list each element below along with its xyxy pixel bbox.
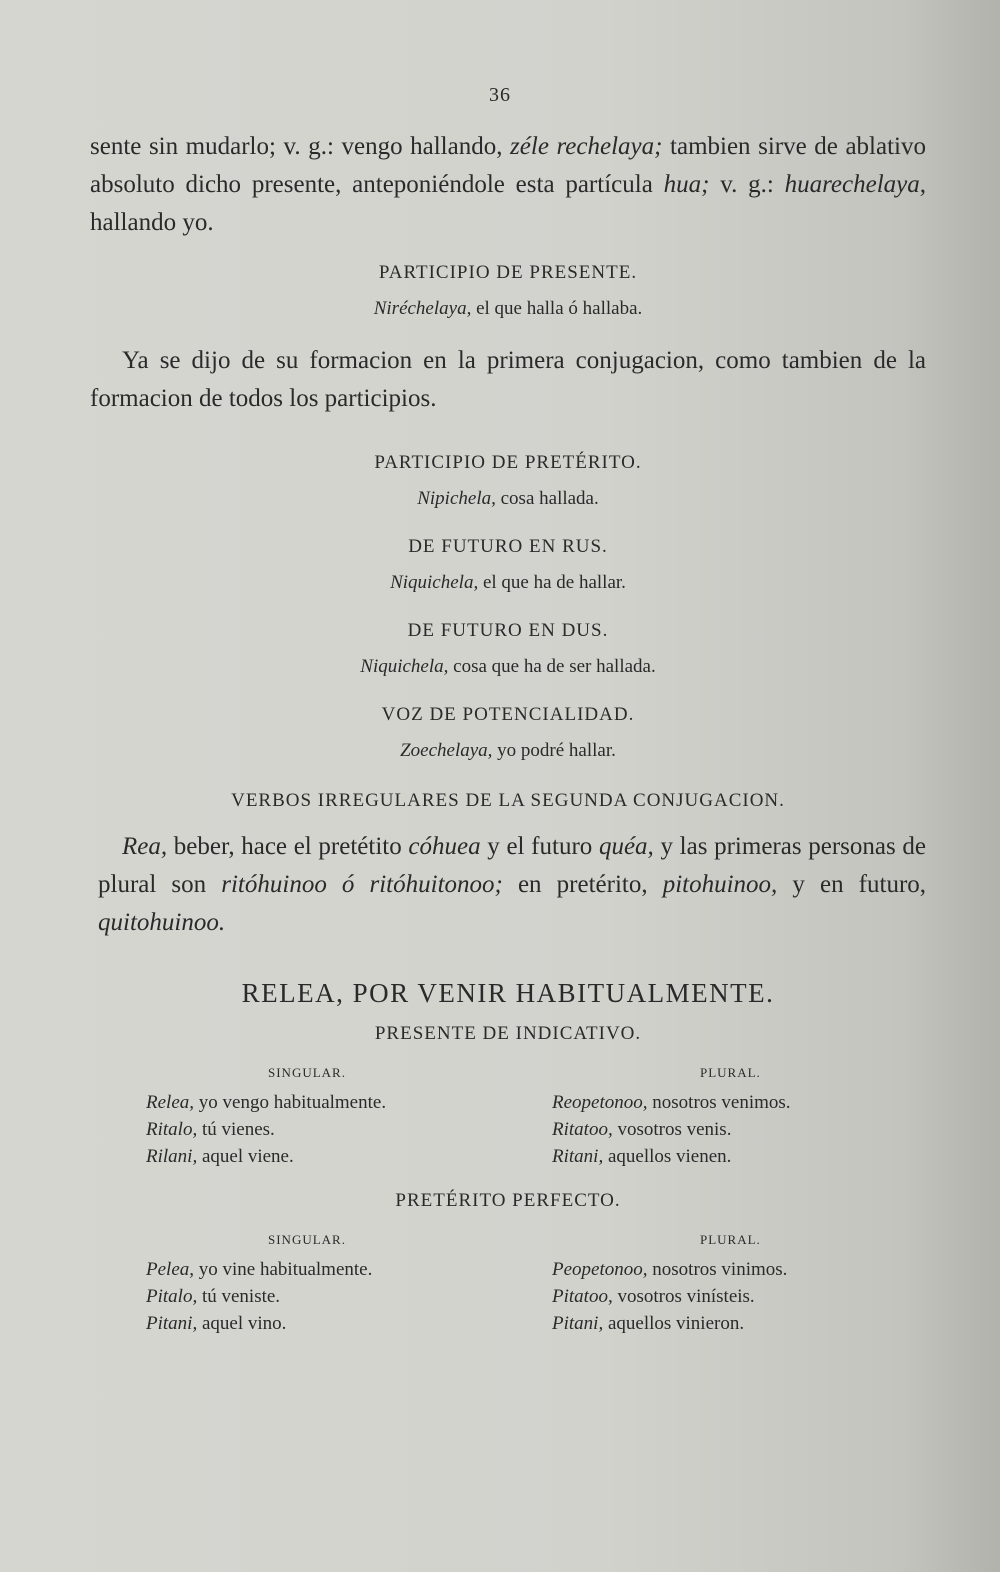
preterito-singular-column bbox=[90, 1232, 508, 1337]
futuro-dus-line bbox=[90, 656, 926, 678]
list-item bbox=[508, 1310, 926, 1337]
preterito-plural-column bbox=[508, 1232, 926, 1337]
conj-term: Peopetonoo, bbox=[552, 1259, 648, 1280]
participio-preterito-line bbox=[90, 488, 926, 510]
page-number: 36 bbox=[489, 84, 511, 106]
conj-term: Relea, bbox=[146, 1092, 195, 1113]
participio-preterito-heading: PARTICIPIO DE PRETÉRITO. bbox=[374, 452, 642, 473]
participio-presente-heading: PARTICIPIO DE PRESENTE. bbox=[378, 262, 638, 283]
irreg-text-3: y las primeras personas de plural son bbox=[98, 833, 926, 898]
verbos-irregulares-paragraph bbox=[90, 828, 926, 942]
irreg-text-4: en pretérito, bbox=[502, 871, 663, 898]
presente-conjugation-table bbox=[90, 1065, 926, 1170]
irreg-term-3: quéa, bbox=[598, 833, 654, 860]
irreg-term-2: cóhuea bbox=[408, 833, 481, 860]
intro-text-4: hallando yo. bbox=[90, 209, 214, 236]
conj-term: Pitani, bbox=[146, 1313, 198, 1334]
futuro-dus-gloss: cosa que ha de ser hallada. bbox=[448, 656, 656, 677]
potencialidad-heading: VOZ DE POTENCIALIDAD. bbox=[381, 704, 635, 725]
futuro-dus-term: Niquichela, bbox=[360, 656, 449, 677]
relea-title: RELEA, POR VENIR HABITUALMENTE. bbox=[241, 978, 775, 1008]
list-item bbox=[90, 1116, 508, 1143]
irreg-text-2: y el futuro bbox=[480, 833, 599, 860]
presente-indicativo-heading: PRESENTE DE INDICATIVO. bbox=[374, 1023, 642, 1044]
verbos-irregulares-heading: VERBOS IRREGULARES DE LA SEGUNDA CONJUGACION. bbox=[231, 790, 785, 811]
irreg-term-6: quitohuinoo. bbox=[98, 909, 226, 936]
intro-text-3: v. g.: bbox=[709, 171, 785, 198]
conj-gloss: aquel vino. bbox=[197, 1313, 287, 1334]
conj-gloss: vosotros vinísteis. bbox=[612, 1286, 755, 1307]
list-item bbox=[508, 1116, 926, 1143]
conj-term: Ritalo, bbox=[146, 1119, 198, 1140]
list-item bbox=[508, 1256, 926, 1283]
futuro-rus-heading: DE FUTURO EN RUS. bbox=[408, 536, 608, 557]
list-item bbox=[90, 1283, 508, 1310]
intro-text-1: sente sin mudarlo; v. g.: vengo hallando, bbox=[90, 133, 511, 160]
irreg-text-5: y en futuro, bbox=[777, 871, 927, 898]
conj-gloss: tú vienes. bbox=[197, 1119, 275, 1140]
list-item bbox=[508, 1143, 926, 1170]
conj-term: Rilani, bbox=[146, 1146, 198, 1167]
conj-gloss: nosotros vinimos. bbox=[647, 1259, 788, 1280]
preterito-perfecto-heading: PRETÉRITO PERFECTO. bbox=[395, 1190, 621, 1211]
list-item bbox=[508, 1089, 926, 1116]
presente-singular-label: SINGULAR. bbox=[268, 1065, 346, 1080]
conj-term: Pitani, bbox=[552, 1313, 604, 1334]
conj-term: Ritani, bbox=[552, 1146, 604, 1167]
conj-gloss: vosotros venis. bbox=[612, 1119, 732, 1140]
irreg-term-1: Rea, bbox=[122, 833, 168, 860]
participio-preterito-term: Nipichela, bbox=[417, 488, 496, 509]
futuro-dus-heading: DE FUTURO EN DUS. bbox=[407, 620, 609, 641]
conj-gloss: tú veniste. bbox=[197, 1286, 281, 1307]
formacion-paragraph: Ya se dijo de su formacion en la primera conjugacion, como tambien de la formacion de todos los participios. bbox=[90, 347, 926, 412]
intro-paragraph bbox=[90, 128, 926, 242]
conj-gloss: yo vine habitualmente. bbox=[194, 1259, 373, 1280]
conj-term: Pitatoo, bbox=[552, 1286, 613, 1307]
conj-gloss: aquellos vinieron. bbox=[603, 1313, 745, 1334]
intro-text-2: tambien sirve de ablativo absoluto dicho presente, anteponiéndole esta partícula bbox=[90, 133, 926, 198]
list-item bbox=[90, 1310, 508, 1337]
potencialidad-gloss: yo podré hallar. bbox=[492, 740, 616, 761]
conj-gloss: aquellos vienen. bbox=[603, 1146, 732, 1167]
conj-term: Ritatoo, bbox=[552, 1119, 613, 1140]
intro-term-2: hua; bbox=[663, 171, 710, 198]
presente-plural-label: PLURAL. bbox=[700, 1065, 761, 1080]
futuro-rus-line bbox=[90, 572, 926, 594]
potencialidad-line bbox=[90, 740, 926, 762]
futuro-rus-gloss: el que ha de hallar. bbox=[478, 572, 626, 593]
presente-singular-column bbox=[90, 1065, 508, 1170]
page-content bbox=[90, 124, 926, 1337]
preterito-singular-label: SINGULAR. bbox=[268, 1232, 346, 1247]
list-item bbox=[90, 1143, 508, 1170]
list-item bbox=[508, 1283, 926, 1310]
irreg-term-5: pitohuinoo, bbox=[662, 871, 778, 898]
preterito-plural-label: PLURAL. bbox=[700, 1232, 761, 1247]
irreg-text-1: beber, hace el pretétito bbox=[167, 833, 409, 860]
irreg-term-4: ritóhuinoo ó ritóhuitonoo; bbox=[221, 871, 503, 898]
participio-presente-gloss: el que halla ó hallaba. bbox=[471, 298, 643, 319]
list-item bbox=[90, 1256, 508, 1283]
conj-term: Pitalo, bbox=[146, 1286, 198, 1307]
conj-gloss: yo vengo habitualmente. bbox=[194, 1092, 387, 1113]
conj-gloss: aquel viene. bbox=[197, 1146, 294, 1167]
conj-term: Pelea, bbox=[146, 1259, 195, 1280]
participio-preterito-gloss: cosa hallada. bbox=[495, 488, 599, 509]
list-item bbox=[90, 1089, 508, 1116]
futuro-rus-term: Niquichela, bbox=[390, 572, 479, 593]
presente-plural-column bbox=[508, 1065, 926, 1170]
potencialidad-term: Zoechelaya, bbox=[400, 740, 493, 761]
participio-presente-line bbox=[90, 298, 926, 320]
conj-term: Reopetonoo, bbox=[552, 1092, 648, 1113]
participio-presente-term: Niréchelaya, bbox=[373, 298, 472, 319]
conj-gloss: nosotros venimos. bbox=[647, 1092, 791, 1113]
intro-term-3: huarechelaya, bbox=[784, 171, 926, 198]
intro-term-1: zéle rechelaya; bbox=[510, 133, 663, 160]
preterito-conjugation-table bbox=[90, 1232, 926, 1337]
